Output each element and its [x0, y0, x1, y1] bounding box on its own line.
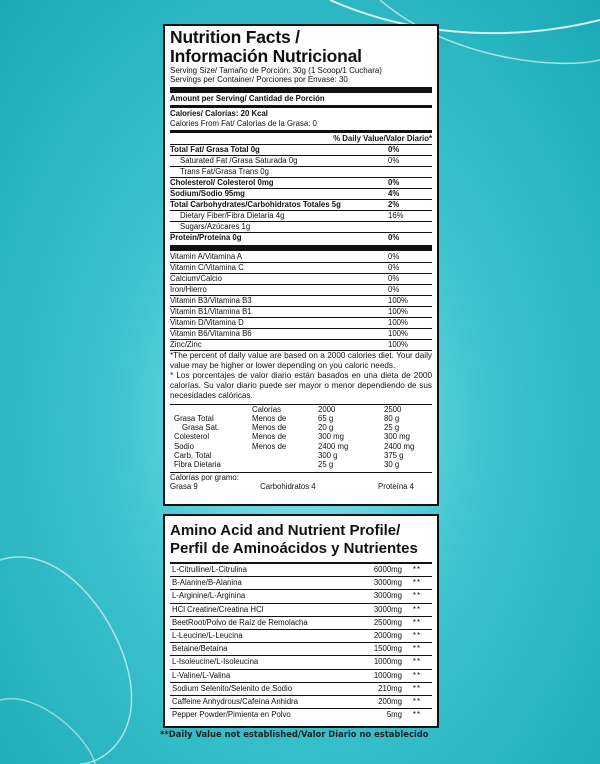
amino-dv: ** — [412, 578, 422, 588]
vitamin-row — [170, 328, 432, 339]
amino-name: Caffeine Anhydrous/Cafeína Anhidra — [172, 697, 298, 707]
amino-footnote: **Daily Value not established/Valor Diario no establecido — [160, 729, 429, 739]
serving-size: Serving Size/ Tamaño de Porción: 30g (1 Scoop/1 Cuchara) — [170, 66, 382, 75]
nutrient-name: Total Carbohydrates/Carbohidratos Totales 5g — [170, 199, 341, 209]
amino-name: HCl Creatine/Creatina HCl — [172, 604, 264, 614]
cal-per-gram-label: Calorías por gramo: — [170, 472, 239, 482]
daily-value: 0% — [388, 232, 400, 242]
daily-value: 0% — [388, 144, 400, 154]
daily-value: 0% — [388, 155, 400, 165]
daily-value-header: % Daily Value/Valor Diario* — [333, 133, 432, 143]
table-cell: Menos de — [252, 413, 287, 423]
amino-title-line-1: Amino Acid and Nutrient Profile/ — [170, 522, 401, 539]
table-cell: Grasa Total — [174, 413, 214, 423]
nutrient-name: Vitamin A/Vitamina A — [170, 251, 243, 261]
amino-name: L-Arginine/L-Arginina — [172, 591, 246, 601]
amino-dv: ** — [412, 683, 422, 693]
amino-row — [170, 589, 432, 602]
table-cell: 30 g — [384, 460, 400, 470]
amino-name: BeetRoot/Polvo de Raíz de Remolacha — [172, 617, 308, 627]
vitamin-row — [170, 284, 432, 295]
amino-amount: 200mg — [378, 697, 402, 707]
amino-name: B-Alanine/B-Alanina — [172, 578, 242, 588]
nutrient-name: Total Fat/ Grasa Total 0g — [170, 144, 260, 154]
separator — [170, 130, 432, 133]
nutrient-row — [170, 166, 432, 177]
daily-value: 100% — [388, 328, 408, 338]
amino-name: L-Isoleucine/L-Isoleucina — [172, 657, 259, 667]
amino-acid-panel — [163, 514, 439, 728]
daily-value: 4% — [388, 188, 400, 198]
nutrient-row — [170, 199, 432, 210]
amino-amount: 6000mg — [373, 565, 402, 574]
nutrients-list — [170, 144, 432, 243]
amino-amount: 2500mg — [373, 617, 402, 627]
nutrient-name: Dietary Fiber/Fibra Dietaria 4g — [180, 210, 285, 220]
amino-row — [170, 695, 432, 708]
amino-amount: 1000mg — [373, 657, 402, 667]
calories-text: Calories/ Calorías: 20 Kcal — [170, 108, 268, 118]
vitamin-row — [170, 306, 432, 317]
table-cell: 25 g — [384, 423, 400, 433]
nutrient-row — [170, 155, 432, 166]
amino-row — [170, 708, 432, 721]
daily-values-table — [170, 405, 432, 470]
amino-amount: 3000mg — [373, 578, 402, 588]
separator — [170, 105, 432, 108]
nutrient-name: Vitamin C/Vitamina C — [170, 262, 244, 272]
amount-header — [170, 94, 432, 104]
table-cell: Menos de — [252, 432, 287, 442]
amino-title — [170, 522, 432, 558]
calories-per-gram — [170, 473, 432, 492]
vitamin-row — [170, 262, 432, 273]
amino-name: L-Valine/L-Valina — [172, 670, 231, 680]
table-cell: 2400 mg — [384, 441, 415, 451]
amino-amount: 3000mg — [373, 604, 402, 614]
amino-name: Sodium Selenito/Selenito de Sodio — [172, 683, 293, 693]
daily-value: 100% — [388, 306, 408, 316]
nutrient-name: Calcium/Calcio — [170, 273, 222, 283]
cal-fat: Grasa 9 — [170, 482, 198, 492]
calories-row — [170, 109, 432, 119]
nutrition-title — [170, 28, 432, 66]
amino-dv: ** — [412, 565, 422, 574]
table-cell: Fibra Dietaria — [174, 460, 221, 470]
amino-row — [170, 655, 432, 668]
amino-dv: ** — [412, 710, 422, 720]
amino-title-line-2: Perfil de Aminoácidos y Nutrientes — [170, 540, 418, 557]
nutrition-facts-panel — [163, 24, 439, 506]
table-cell: 25 g — [318, 460, 334, 470]
table-cell: Colesterol — [174, 432, 210, 442]
table-cell — [252, 451, 318, 460]
amino-row — [170, 682, 432, 695]
table-cell: 300 mg — [384, 432, 411, 442]
vitamins-list — [170, 252, 432, 350]
amino-dv: ** — [412, 591, 422, 601]
table-cell — [252, 460, 318, 469]
daily-value: 0% — [388, 251, 400, 261]
daily-value: 0% — [388, 262, 400, 272]
vitamin-row — [170, 295, 432, 306]
amino-dv: ** — [412, 670, 422, 680]
table-cell: Carb. Total — [174, 451, 212, 461]
daily-value: 100% — [388, 339, 408, 349]
amino-dv: ** — [412, 604, 422, 614]
nutrient-row — [170, 221, 432, 232]
amino-row — [170, 616, 432, 629]
amino-row — [170, 603, 432, 616]
cal-protein: Proteína 4 — [378, 482, 414, 492]
table-cell: 2000 — [318, 404, 336, 414]
nutrient-name: Sugars/Azúcares 1g — [180, 221, 251, 231]
cal-carb: Carbohidratos 4 — [260, 482, 316, 492]
nutrient-name: Sodium/Sodio 95mg — [170, 188, 245, 198]
nutrient-name: Zinc/Zinc — [170, 339, 202, 349]
separator — [170, 245, 432, 251]
servings-per-container: Servings per Container/ Porciones por Envase: 30 — [170, 75, 348, 85]
table-cell: Calorías — [252, 404, 282, 414]
daily-value-footnote — [170, 351, 432, 401]
table-cell: 80 g — [384, 413, 400, 423]
amino-amount: 5mg — [386, 710, 402, 720]
amino-amount: 210mg — [378, 683, 402, 693]
daily-value: 100% — [388, 295, 408, 305]
footnote-es: * Los porcentajes de valor diario están basados en una dieta de 2000 calorías. Su valor diario puede ser mayor o menor dependiendo de sus necesidades calóricas. — [170, 370, 432, 400]
table-cell: 2500 — [384, 404, 402, 414]
calories-fat-text: Calories From Fat/ Calorías de la Grasa: 0 — [170, 118, 317, 128]
amino-name: L-Leucine/L-Leucina — [172, 631, 243, 641]
nutrient-name: Trans Fat/Grasa Trans 0g — [180, 166, 269, 176]
nutrient-name: Saturated Fat /Grasa Saturada 0g — [180, 155, 298, 165]
nutrient-row — [170, 232, 432, 243]
amino-dv: ** — [412, 617, 422, 627]
amino-amount: 1000mg — [373, 670, 402, 680]
nutrient-name: Protein/Proteína 0g — [170, 232, 242, 242]
amino-amount: 2000mg — [373, 631, 402, 641]
separator — [170, 87, 432, 93]
nutrient-name: Vitamin B1/Vitamina B1 — [170, 306, 252, 316]
nutrient-name: Iron/Hierro — [170, 284, 207, 294]
amino-dv: ** — [412, 631, 422, 641]
vitamin-row — [170, 339, 432, 350]
daily-value: 16% — [388, 210, 404, 220]
amino-amount: 1500mg — [373, 644, 402, 654]
vitamin-row — [170, 317, 432, 328]
calories-fat-row — [170, 119, 432, 129]
table-cell: Menos de — [252, 423, 287, 433]
daily-value: 0% — [388, 284, 400, 294]
nutrient-row — [170, 177, 432, 188]
table-cell: Sodio — [174, 441, 194, 451]
daily-value: 0% — [388, 273, 400, 283]
title-line-1: Nutrition Facts / — [170, 27, 300, 47]
nutrient-name: Vitamin B3/Vitamina B3 — [170, 295, 252, 305]
nutrient-name: Vitamin D/Vitamina D — [170, 317, 244, 327]
amino-name: Pepper Powder/Pimienta en Polvo — [172, 710, 291, 720]
amino-dv: ** — [412, 697, 422, 707]
nutrient-row — [170, 210, 432, 221]
table-cell: 2400 mg — [318, 441, 349, 451]
amino-row — [170, 576, 432, 589]
amino-list — [170, 562, 432, 721]
amino-row — [170, 629, 432, 642]
table-cell: 20 g — [318, 423, 334, 433]
amino-row — [170, 564, 432, 576]
nutrient-row — [170, 144, 432, 155]
nutrient-name: Cholesterol/ Colesterol 0mg — [170, 177, 274, 187]
amino-name: Betaine/Betaína — [172, 644, 228, 654]
nutrient-name: Vitamin B6/Vitamina B6 — [170, 328, 252, 338]
vitamin-row — [170, 273, 432, 284]
daily-value: 100% — [388, 317, 408, 327]
amount-header-text: Amount per Serving/ Cantidad de Porción — [170, 93, 325, 103]
daily-value: 0% — [388, 177, 400, 187]
amino-amount: 3000mg — [373, 591, 402, 601]
table-cell: 375 g — [384, 451, 404, 461]
table-cell: 300 g — [318, 451, 338, 461]
table-cell — [174, 405, 252, 414]
daily-value: 2% — [388, 199, 400, 209]
table-cell: Menos de — [252, 441, 287, 451]
table-cell: Grasa Sat. — [182, 423, 220, 433]
amino-row — [170, 669, 432, 682]
nutrient-row — [170, 188, 432, 199]
amino-row — [170, 642, 432, 655]
table-cell: 65 g — [318, 413, 334, 423]
footnote-en: *The percent of daily value are based on a 2000 calories diet. Your daily value may be higher or lower depending on you caloric needs. — [170, 350, 432, 370]
amino-dv: ** — [412, 644, 422, 654]
title-line-2: Información Nutricional — [170, 46, 362, 66]
amino-dv: ** — [412, 657, 422, 667]
table-cell: 300 mg — [318, 432, 345, 442]
amino-name: L-Citrulline/L-Citrulina — [172, 565, 247, 574]
vitamin-row — [170, 252, 432, 262]
